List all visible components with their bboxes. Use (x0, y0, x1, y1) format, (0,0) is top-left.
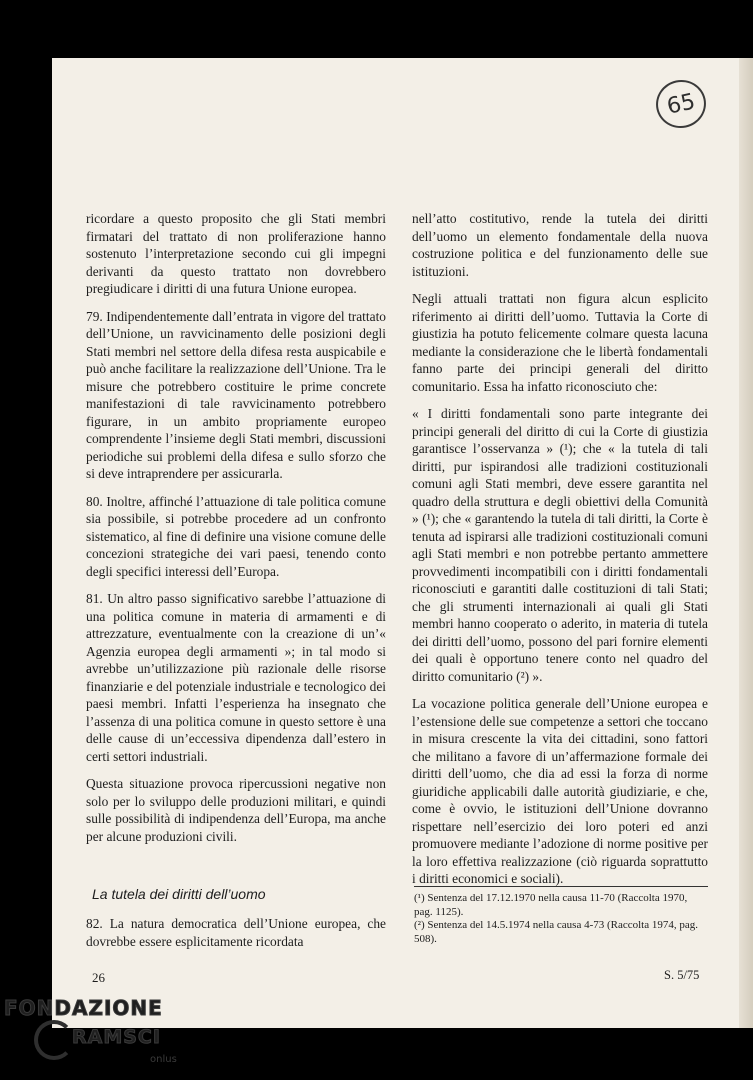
watermark-line-2: RAMSCI (72, 1026, 161, 1048)
page-number: 26 (92, 970, 105, 985)
footnote-divider (414, 886, 708, 887)
section-text (86, 915, 386, 950)
section-heading: La tutela dei diritti dell’uomo (92, 886, 266, 902)
paragraph-82: 82. La natura democratica dell’Unione europea, che dovrebbe essere esplicitamente ricordata (86, 916, 386, 949)
page-edge (739, 58, 753, 1028)
paragraph: La vocazione politica generale dell’Unione europea e l’estensione delle sue competenze a settori che toccano in misura crescente la vita dei cittadini, sono fattori che militano a favore di un’affermazione formale dei diritti dell’uomo, che dia ad essi la forza di norme giuridiche applicabili dalle autorità giudiziarie, e che, come è ovvio, le istituzioni dell’Unione dovranno rispettare nell’esercizio dei loro poteri ed anzi promuovere mediante l’adozione di norme positive per la loro effettiva realizzazione (ciò riguarda soprattutto i diritti economici e sociali). (412, 696, 708, 886)
paragraph-81: 81. Un altro passo significativo sarebbe l’attuazione di una politica comune in materia di armamenti e di attrezzature, eventualmente con la creazione di un’« Agenzia europea degli armamenti »; in tal modo si avrebbe un’utilizzazione più razionale delle risorse finanziarie e del potenziale industriale e tecnologico dei paesi membri. Infatti l’esperienza ha insegnato che l’assenza di una politica comune in questo settore è una delle cause di un’eccessiva dipendenza dall’estero in certi settori industriali. (86, 591, 386, 764)
paragraph: ricordare a questo proposito che gli Stati membri firmatari del trattato di non proliferazione hanno sostenuto l’interpretazione secondo cui gli impegni derivanti da questo trattato non dovrebbero pregiudicare i diritti di una futura Unione europea. (86, 211, 386, 296)
handwritten-page-stamp: 65 (652, 75, 711, 132)
series-reference: S. 5/75 (664, 968, 700, 982)
right-text-column (412, 210, 708, 898)
footnote-2: (²) Sentenza del 14.5.1974 nella causa 4-73 (Raccolta 1974, pag. 508). (414, 919, 699, 945)
watermark-suffix: onlus (150, 1054, 177, 1065)
paragraph-79: 79. Indipendentemente dall’entrata in vigore del trattato dell’Unione, un ravvicinamento delle posizioni degli Stati membri nel settore della difesa resta auspicabile e può anche facilitare la realizzazione dell’Unione. Tra le misure che potrebbero costituire le prime concrete manifestazioni di tale ravvicinamento potrebbero figurare, in un ambito propriamente europeo comprendente l’insieme degli Stati membri, discussioni periodiche sui problemi della difesa e sullo sforzo che si deve intraprendere per assicurarla. (86, 308, 386, 481)
fondazione-gramsci-watermark (4, 996, 194, 1076)
quotation-paragraph: « I diritti fondamentali sono parte integrante dei principi generali del diritto di cui la Corte di giustizia garantisce l’osservanza » (¹); che « la tutela di tali diritti, pur ispirandosi alle tradizioni costituzionali comuni agli Stati membri, deve essere garantita nel quadro della struttura e degli obiettivi della Comunità » (¹); che « garantendo la tutela di tali diritti, la Corte è tenuta ad ispirarsi alle tradizioni costituzionali comuni agli Stati membri e non potrebbe pertanto ammettere provvedimenti incompatibili con i diritti fondamentali riconosciuti e garantiti dalle costituzioni di tali Stati; che gli strumenti internazionali ai quali gli Stati membri hanno cooperato o aderito, in materia di tutela dei diritti dell’uomo, possono del pari fornire elementi dei quali è opportuno tenere conto nel quadro del diritto comunitario (²) ». (412, 406, 708, 684)
watermark-line-1: FONDAZIONE (4, 996, 163, 1020)
footnote-1: (¹) Sentenza del 17.12.1970 nella causa 11-70 (Raccolta 1970, pag. 1125). (414, 892, 688, 918)
document-page (52, 58, 753, 1028)
paragraph: Questa situazione provoca ripercussioni negative non solo per lo sviluppo delle produzioni militari, e quindi sulle possibilità di indipendenza dell’Europa, ma anche per alcune produzioni civili. (86, 776, 386, 844)
footnotes (414, 892, 708, 946)
watermark-g-logo-icon (34, 1020, 74, 1060)
paragraph: Negli attuali trattati non figura alcun esplicito riferimento ai diritti dell’uomo. Tuttavia la Corte di giustizia ha potuto felicemente colmare questa lacuna mediante la considerazione che le libertà fondamentali fanno parte dei principi generali del diritto comunitario. Essa ha infatto riconosciuto che: (412, 291, 708, 394)
paragraph: nell’atto costitutivo, rende la tutela dei diritti dell’uomo un elemento fondamentale della nuova costruzione politica e del funzionamento delle sue istituzioni. (412, 211, 708, 279)
paragraph-80: 80. Inoltre, affinché l’attuazione di tale politica comune sia possibile, si potrebbe procedere ad un confronto sistematico, al fine di definire una visione comune delle concezioni strategiche dei vari paesi, tenendo conto degli specifici interessi dell’Europa. (86, 493, 386, 579)
left-text-column (86, 210, 386, 855)
